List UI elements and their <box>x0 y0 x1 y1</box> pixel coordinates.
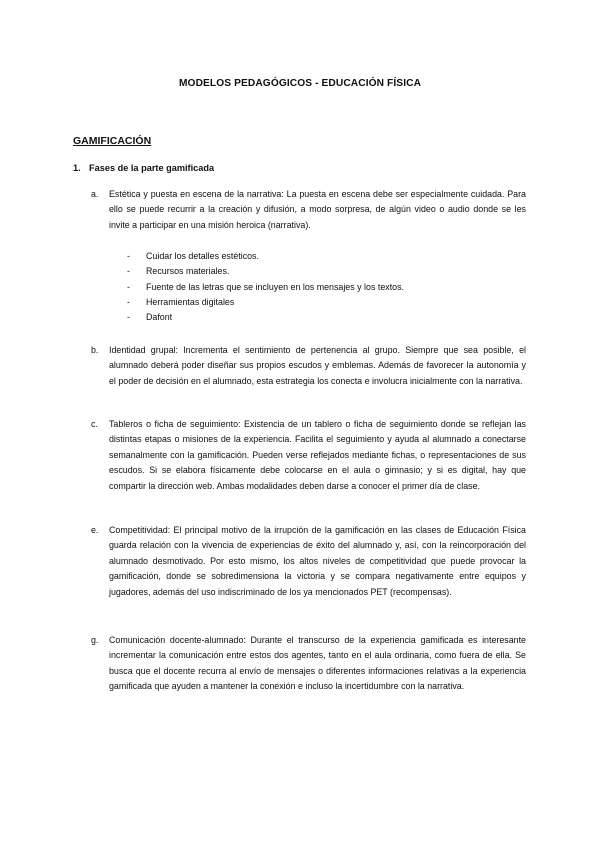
subsection-number: 1. <box>73 163 81 173</box>
item-text: Competitividad: El principal motivo de la irrupción de la gamificación en las clases de Educación Física guarda relación con la vivencia de experiencias de éxito del alumnado y, así, con la reincorporación del alumnado desmotivado. Por esto mismo, los altos niveles de competitividad que puede provocar la gamificación, donde se sobredimensiona la victoria y se compara negativamente entre equipos y jugadores, además del uso indiscriminado de los ya mencionados PET (recompensas). <box>109 525 526 597</box>
subsection-heading <box>73 163 214 173</box>
item-text: Tableros o ficha de seguimiento: Existencia de un tablero o ficha de seguimiento donde se reflejan las distintas etapas o misiones de la experiencia. Facilita el seguimiento y ayuda al alumnado a conectarse semanalmente con la gamificación. Pueden verse reflejados mediante fichas, o representaciones de sus escudos. Si se elabora físicamente debe colocarse en el aula o gimnasio; y si es digital, hay que compartir la dirección web. Ambas modalidades deben darse a conocer el primer día de clase. <box>109 419 526 491</box>
bullet-item <box>127 295 404 310</box>
item-text: Comunicación docente-alumnado: Durante el transcurso de la experiencia gamificada es interesante incrementar la comunicación entre estos dos agentes, tanto en el aula ordinaria, como fuera de ella. Se busca que el docente recurra al envío de mensajes o diferentes informaciones relativas a la experiencia gamificada que ayuden a mantener la conexión e incluso la incertidumbre con la narrativa. <box>109 635 526 692</box>
list-item-c <box>91 417 526 494</box>
bullet-dash: - <box>127 281 130 292</box>
bullet-text: Cuidar los detalles estéticos. <box>146 251 259 261</box>
list-item-a <box>91 187 526 233</box>
bullet-dash: - <box>127 266 130 277</box>
list-item-e <box>91 523 526 600</box>
bullet-item <box>127 280 404 295</box>
bullet-item <box>127 249 404 264</box>
item-letter: c. <box>91 419 98 429</box>
section-title: GAMIFICACIÓN <box>73 135 152 147</box>
page-title: MODELOS PEDAGÓGICOS - EDUCACIÓN FÍSICA <box>178 78 422 89</box>
subsection-label: Fases de la parte gamificada <box>89 163 215 173</box>
item-letter: e. <box>91 525 99 535</box>
bullet-text: Dafont <box>146 312 173 323</box>
bullet-text: Herramientas digitales <box>146 296 235 307</box>
bullet-list <box>127 249 404 325</box>
bullet-text: Recursos materiales. <box>146 266 230 277</box>
item-text: Identidad grupal: Incrementa el sentimiento de pertenencia al grupo. Siempre que sea posible, el alumnado deberá poder diseñar sus propios escudos y emblemas. Además de favorecer la autonomía y el poder de decisión en el alumnado, esta estrategia los conecta e involucra inicialmente con la narrativa. <box>109 345 526 386</box>
list-item-b <box>91 343 526 389</box>
bullet-dash: - <box>127 296 130 307</box>
bullet-text: Fuente de las letras que se incluyen en los mensajes y los textos. <box>146 281 405 292</box>
bullet-item <box>127 310 404 325</box>
bullet-item <box>127 264 404 279</box>
item-letter: g. <box>91 635 99 645</box>
list-item-g <box>91 633 526 695</box>
item-letter: b. <box>91 345 99 355</box>
bullet-dash: - <box>127 312 130 323</box>
item-text: Estética y puesta en escena de la narrativa: La puesta en escena debe ser especialmente cuidada. Para ello se puede recurrir a la creación y difusión, a modo sorpresa, de algún video o audio donde se les invite a participar en una misión heroica (narrativa). <box>109 189 526 230</box>
item-letter: a. <box>91 189 99 199</box>
bullet-dash: - <box>127 251 130 261</box>
